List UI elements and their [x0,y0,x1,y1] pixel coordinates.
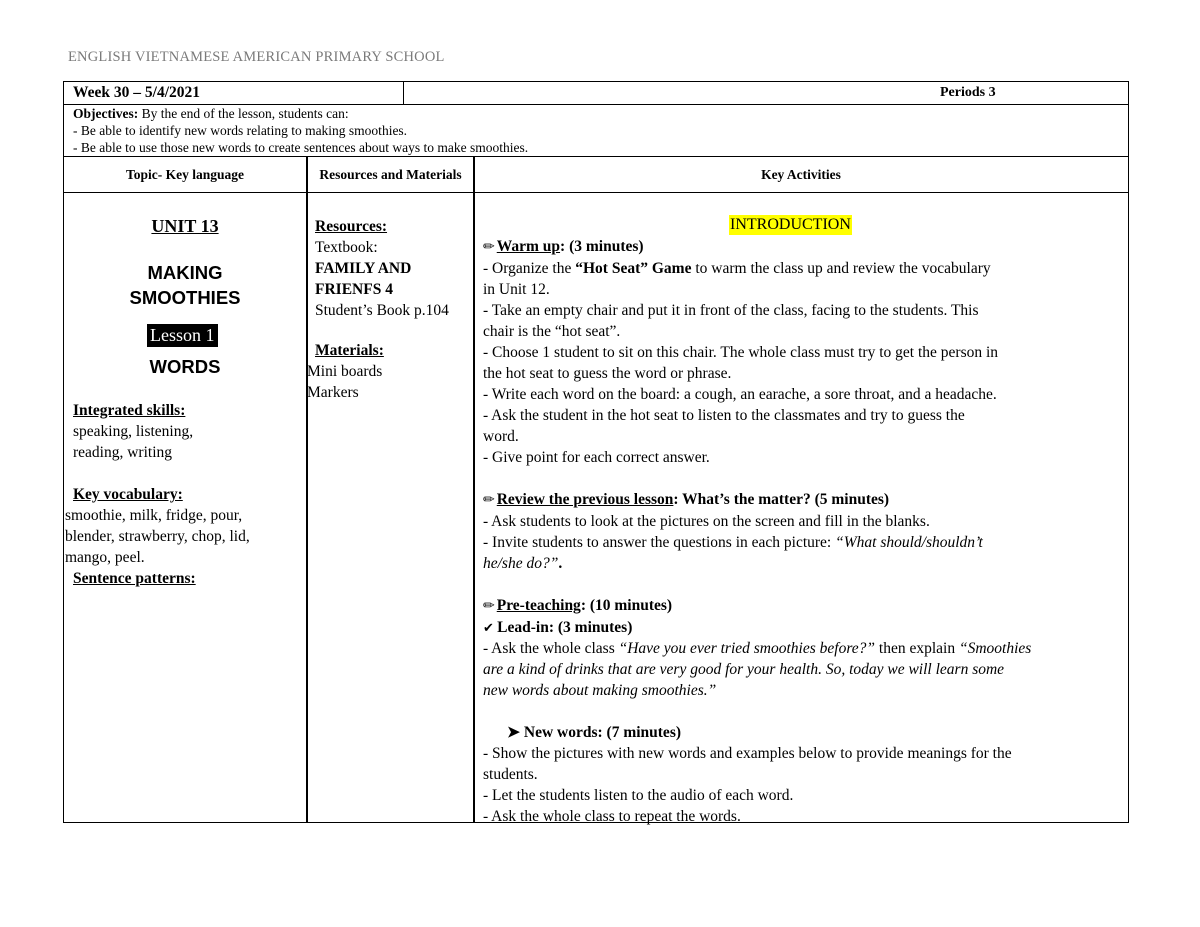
preteaching-title: Pre-teaching [496,597,581,614]
week-row [64,82,1128,105]
resources-label: Resources: [315,218,388,235]
unit-name [64,260,306,310]
preteaching-time: : (10 minutes) [580,597,673,614]
newwords-title: New words: (7 minutes) [523,724,682,741]
textbook-label: Textbook: [315,239,378,256]
pencil-icon: ✏ [483,493,495,508]
objectives-label: Objectives: [73,106,139,121]
review-subtitle: : What’s the matter? (5 minutes) [673,491,890,508]
vocab-line: blender, strawberry, chop, lid, [65,528,250,545]
unit-name-line: MAKING [147,262,223,283]
unit-name-line: SMOOTHIES [129,287,241,308]
book-title: FAMILY AND [315,260,412,277]
lesson-section: WORDS [149,356,221,377]
vocab-label-text: Key vocabulary: [73,486,183,503]
text: - Take an empty chair and put it in front of the class, facing to the students. This [483,302,979,319]
materials-list [307,361,382,403]
lesson-plan-table [63,81,1129,823]
text: - Ask the whole class [483,640,619,657]
text: - Organize the [483,260,576,277]
objective-item: - Be able to use those new words to create sentences about ways to make smoothies. [73,140,529,155]
topic-column [64,194,306,822]
periods-label: Periods 3 [940,85,996,100]
vocab-line: mango, peel. [65,549,145,566]
text: . [558,555,563,572]
leadin-title: Lead-in: (3 minutes) [497,619,633,636]
patterns-label [73,568,196,589]
material-item: Markers [307,384,359,401]
quote: “What should/shouldn’t [835,534,983,551]
text: in Unit 12. [483,281,550,298]
column-header-row [64,156,1128,193]
skills-text: reading, writing [73,444,173,461]
skills-text: speaking, listening, [73,423,194,440]
materials-label-text: Materials: [315,342,384,359]
week-divider [403,82,404,104]
arrowhead-icon: ➤ [507,724,524,741]
skills-block [73,400,193,463]
text: then explain [875,640,959,657]
objectives-block [73,105,1113,156]
vocab-line: smoothie, milk, fridge, pour, [65,507,243,524]
objective-item: - Be able to identify new words relating to making smoothies. [73,123,408,138]
pencil-icon: ✏ [483,599,495,614]
pencil-icon: ✏ [483,240,495,255]
header-resources: Resources and Materials [319,166,462,182]
patterns-label-text: Sentence patterns: [73,570,196,587]
header-activities: Key Activities [761,166,841,182]
book-page: Student’s Book p.104 [315,302,449,319]
text: - Write each word on the board: a cough, an earache, a sore throat, and a headache. [483,386,997,403]
book-title: FRIENFS 4 [315,281,393,298]
quote: “Smoothies [958,640,1032,657]
text: the hot seat to guess the word or phrase. [483,365,732,382]
week-label: Week 30 – 5/4/2021 [73,84,201,101]
text: - Give point for each correct answer. [483,449,710,466]
material-item: Mini boards [307,363,383,380]
text: chair is the “hot seat”. [483,323,621,340]
text: - Ask the whole class to repeat the words. [483,808,741,825]
warmup-title: Warm up [496,238,561,255]
quote: new words about making smoothies.” [483,682,717,699]
header-topic: Topic- Key language [125,166,244,182]
quote: he/she do?” [483,555,559,572]
resources-column [308,194,473,822]
text: - Show the pictures with new words and examples below to provide meanings for the [483,745,1012,762]
text: - Ask the student in the hot seat to listen to the classmates and try to guess the [483,407,965,424]
activities-text [483,236,1131,827]
vocab-label [73,484,183,505]
text: word. [483,428,519,445]
vocab-list [65,505,250,568]
quote: “Have you ever tried smoothies before?” [618,640,876,657]
text: - Ask students to look at the pictures on the screen and fill in the blanks. [483,513,930,530]
game-name: “Hot Seat” Game [575,260,692,277]
unit-title: UNIT 13 [151,216,219,236]
text: students. [483,766,538,783]
materials-label [315,340,384,361]
school-name: ENGLISH VIETNAMESE AMERICAN PRIMARY SCHOOL [68,49,445,65]
text: to warm the class up and review the vocabulary [691,260,991,277]
activities-column [475,194,1127,825]
objectives-intro: By the end of the lesson, students can: [138,106,349,121]
introduction-heading: INTRODUCTION [730,216,851,233]
quote: are a kind of drinks that are very good for your health. So, today we will learn some [483,661,1005,678]
warmup-time: : (3 minutes) [560,238,644,255]
text: - Choose 1 student to sit on this chair. The whole class must try to get the person in [483,344,999,361]
review-title: Review the previous lesson [496,491,674,508]
text: - Let the students listen to the audio of each word. [483,787,794,804]
resources-block [315,216,449,321]
checkmark-icon: ✔ [483,620,498,635]
lesson-badge: Lesson 1 [147,324,218,347]
skills-label: Integrated skills: [73,402,186,419]
text: - Invite students to answer the questions in each picture: [483,534,836,551]
